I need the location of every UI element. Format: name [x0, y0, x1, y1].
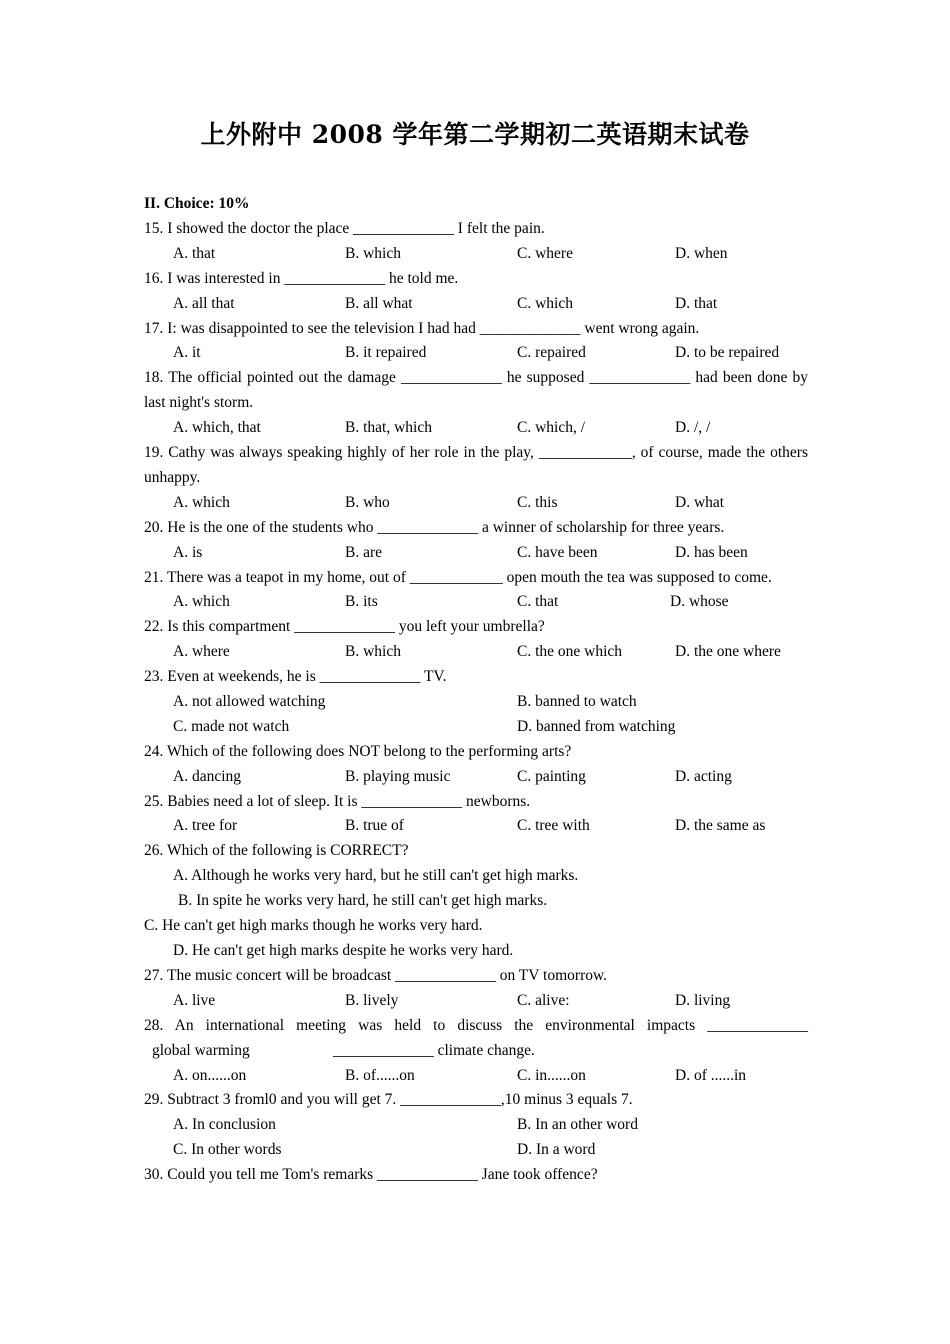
option-d: D. /, /: [675, 419, 711, 437]
option-c: C. in......on: [517, 1066, 586, 1084]
question-24: 24. Which of the following does NOT belong to the performing arts?: [144, 742, 572, 760]
question-28-part-a: global warming: [152, 1041, 250, 1059]
option-b: B. true of: [345, 817, 404, 835]
options-21: [144, 590, 808, 615]
options-25: [144, 814, 808, 839]
option-c: C. made not watch: [173, 717, 290, 735]
option-c: C. He can't get high marks though he works very hard.: [144, 917, 483, 935]
option-b: B. that, which: [345, 419, 432, 437]
question-19: 19. Cathy was always speaking highly of her role in the play, ____________, of course, made the others unhappy.: [144, 444, 808, 486]
question-26: 26. Which of the following is CORRECT?: [144, 842, 409, 860]
option-b: B. playing music: [345, 767, 451, 785]
options-15: [144, 242, 808, 267]
question-28-line2: [144, 1039, 808, 1064]
option-c: C. alive:: [517, 991, 570, 1009]
question-21: 21. There was a teapot in my home, out of ____________ open mouth the tea was supposed to come.: [144, 568, 772, 586]
question-20: 20. He is the one of the students who _____________ a winner of scholarship for three years.: [144, 518, 725, 536]
option-b: B. all what: [345, 294, 413, 312]
options-20: [144, 541, 808, 566]
question-23: 23. Even at weekends, he is _____________ TV.: [144, 668, 447, 686]
options-28: [144, 1064, 808, 1089]
question-30: 30. Could you tell me Tom's remarks _____________ Jane took offence?: [144, 1166, 598, 1184]
options-29-row1: [144, 1113, 808, 1138]
option-c: C. where: [517, 244, 573, 262]
question-27: 27. The music concert will be broadcast _____________ on TV tomorrow.: [144, 966, 608, 984]
option-d: D. the one where: [675, 643, 781, 661]
option-b: B. banned to watch: [517, 693, 637, 710]
question-18: 18. The official pointed out the damage _____________ he supposed _____________ had been done by last night's storm.: [144, 369, 808, 412]
option-c: C. painting: [517, 767, 586, 785]
option-d: D. has been: [675, 543, 748, 561]
question-22: 22. Is this compartment _____________ you left your umbrella?: [144, 618, 545, 636]
option-a: A. it: [173, 344, 201, 362]
option-a: A. all that: [173, 294, 235, 312]
option-b: B. lively: [345, 991, 399, 1009]
option-c: C. repaired: [517, 344, 586, 362]
option-d: D. whose: [670, 593, 729, 611]
option-c: C. have been: [517, 543, 598, 561]
option-a: A. where: [173, 643, 230, 661]
option-c: C. which: [517, 294, 573, 312]
options-19: [144, 491, 808, 516]
section-heading: II. Choice: 10%: [144, 195, 250, 212]
options-29-row2: [144, 1138, 808, 1163]
options-23-row1: [144, 690, 808, 715]
option-c: C. that: [517, 593, 559, 611]
option-b: B. it repaired: [345, 344, 427, 362]
option-d: D. He can't get high marks despite he works very hard.: [173, 942, 514, 959]
option-c: C. tree with: [517, 817, 590, 835]
option-c: C. In other words: [173, 1141, 282, 1159]
option-a: A. live: [173, 991, 216, 1009]
option-b: B. are: [345, 543, 383, 561]
option-b: B. its: [345, 593, 378, 611]
page-title: 上外附中 2008 学年第二学期初二英语期末试卷: [200, 120, 750, 149]
option-c: C. this: [517, 493, 558, 511]
option-d: D. to be repaired: [675, 344, 780, 362]
option-d: D. living: [675, 991, 731, 1009]
option-a: A. is: [173, 543, 203, 561]
question-list: [144, 192, 808, 1188]
question-29: 29. Subtract 3 froml0 and you will get 7. _____________,10 minus 3 equals 7.: [144, 1091, 633, 1109]
option-d: D. acting: [675, 767, 732, 785]
option-b: B. which: [345, 244, 401, 262]
option-d: D. when: [675, 244, 728, 262]
option-b: B. which: [345, 643, 401, 661]
options-18: [144, 416, 808, 441]
options-16: [144, 292, 808, 317]
option-a: A. Although he works very hard, but he still can't get high marks.: [173, 867, 579, 885]
option-a: A. which: [173, 493, 230, 511]
question-25: 25. Babies need a lot of sleep. It is _____________ newborns.: [144, 792, 531, 810]
option-a: A. tree for: [173, 817, 238, 835]
option-d: D. the same as: [675, 817, 766, 835]
option-b: B. In an other word: [517, 1116, 638, 1134]
option-b: B. of......on: [345, 1066, 415, 1084]
option-a: A. on......on: [173, 1066, 247, 1084]
question-16: 16. I was interested in _____________ he told me.: [144, 269, 459, 287]
question-17: 17. I: was disappointed to see the television I had had _____________ went wrong again.: [144, 319, 700, 337]
option-a: A. dancing: [173, 767, 242, 785]
option-c: C. which, /: [517, 419, 586, 437]
option-d: D. what: [675, 493, 725, 511]
options-22: [144, 640, 808, 665]
option-d: D. banned from watching: [517, 717, 676, 735]
options-17: [144, 341, 808, 366]
option-d: D. that: [675, 294, 718, 312]
option-c: C. the one which: [517, 643, 623, 661]
question-28-part-b: _____________ climate change.: [333, 1041, 535, 1059]
option-d: D. of ......in: [675, 1066, 747, 1084]
question-28: 28. An international meeting was held to discuss the environmental impacts _____________: [144, 1016, 808, 1034]
option-b: B. who: [345, 493, 390, 511]
options-23-row2: [144, 715, 808, 740]
option-a: A. which, that: [173, 419, 261, 437]
option-b: B. In spite he works very hard, he still can't get high marks.: [178, 892, 548, 910]
option-a: A. In conclusion: [173, 1116, 276, 1134]
question-15: 15. I showed the doctor the place _____________ I felt the pain.: [144, 219, 545, 237]
option-d: D. In a word: [517, 1141, 596, 1159]
option-a: A. which: [173, 593, 230, 611]
options-24: [144, 765, 808, 790]
options-27: [144, 989, 808, 1014]
option-a: A. not allowed watching: [173, 693, 326, 710]
option-a: A. that: [173, 244, 216, 262]
